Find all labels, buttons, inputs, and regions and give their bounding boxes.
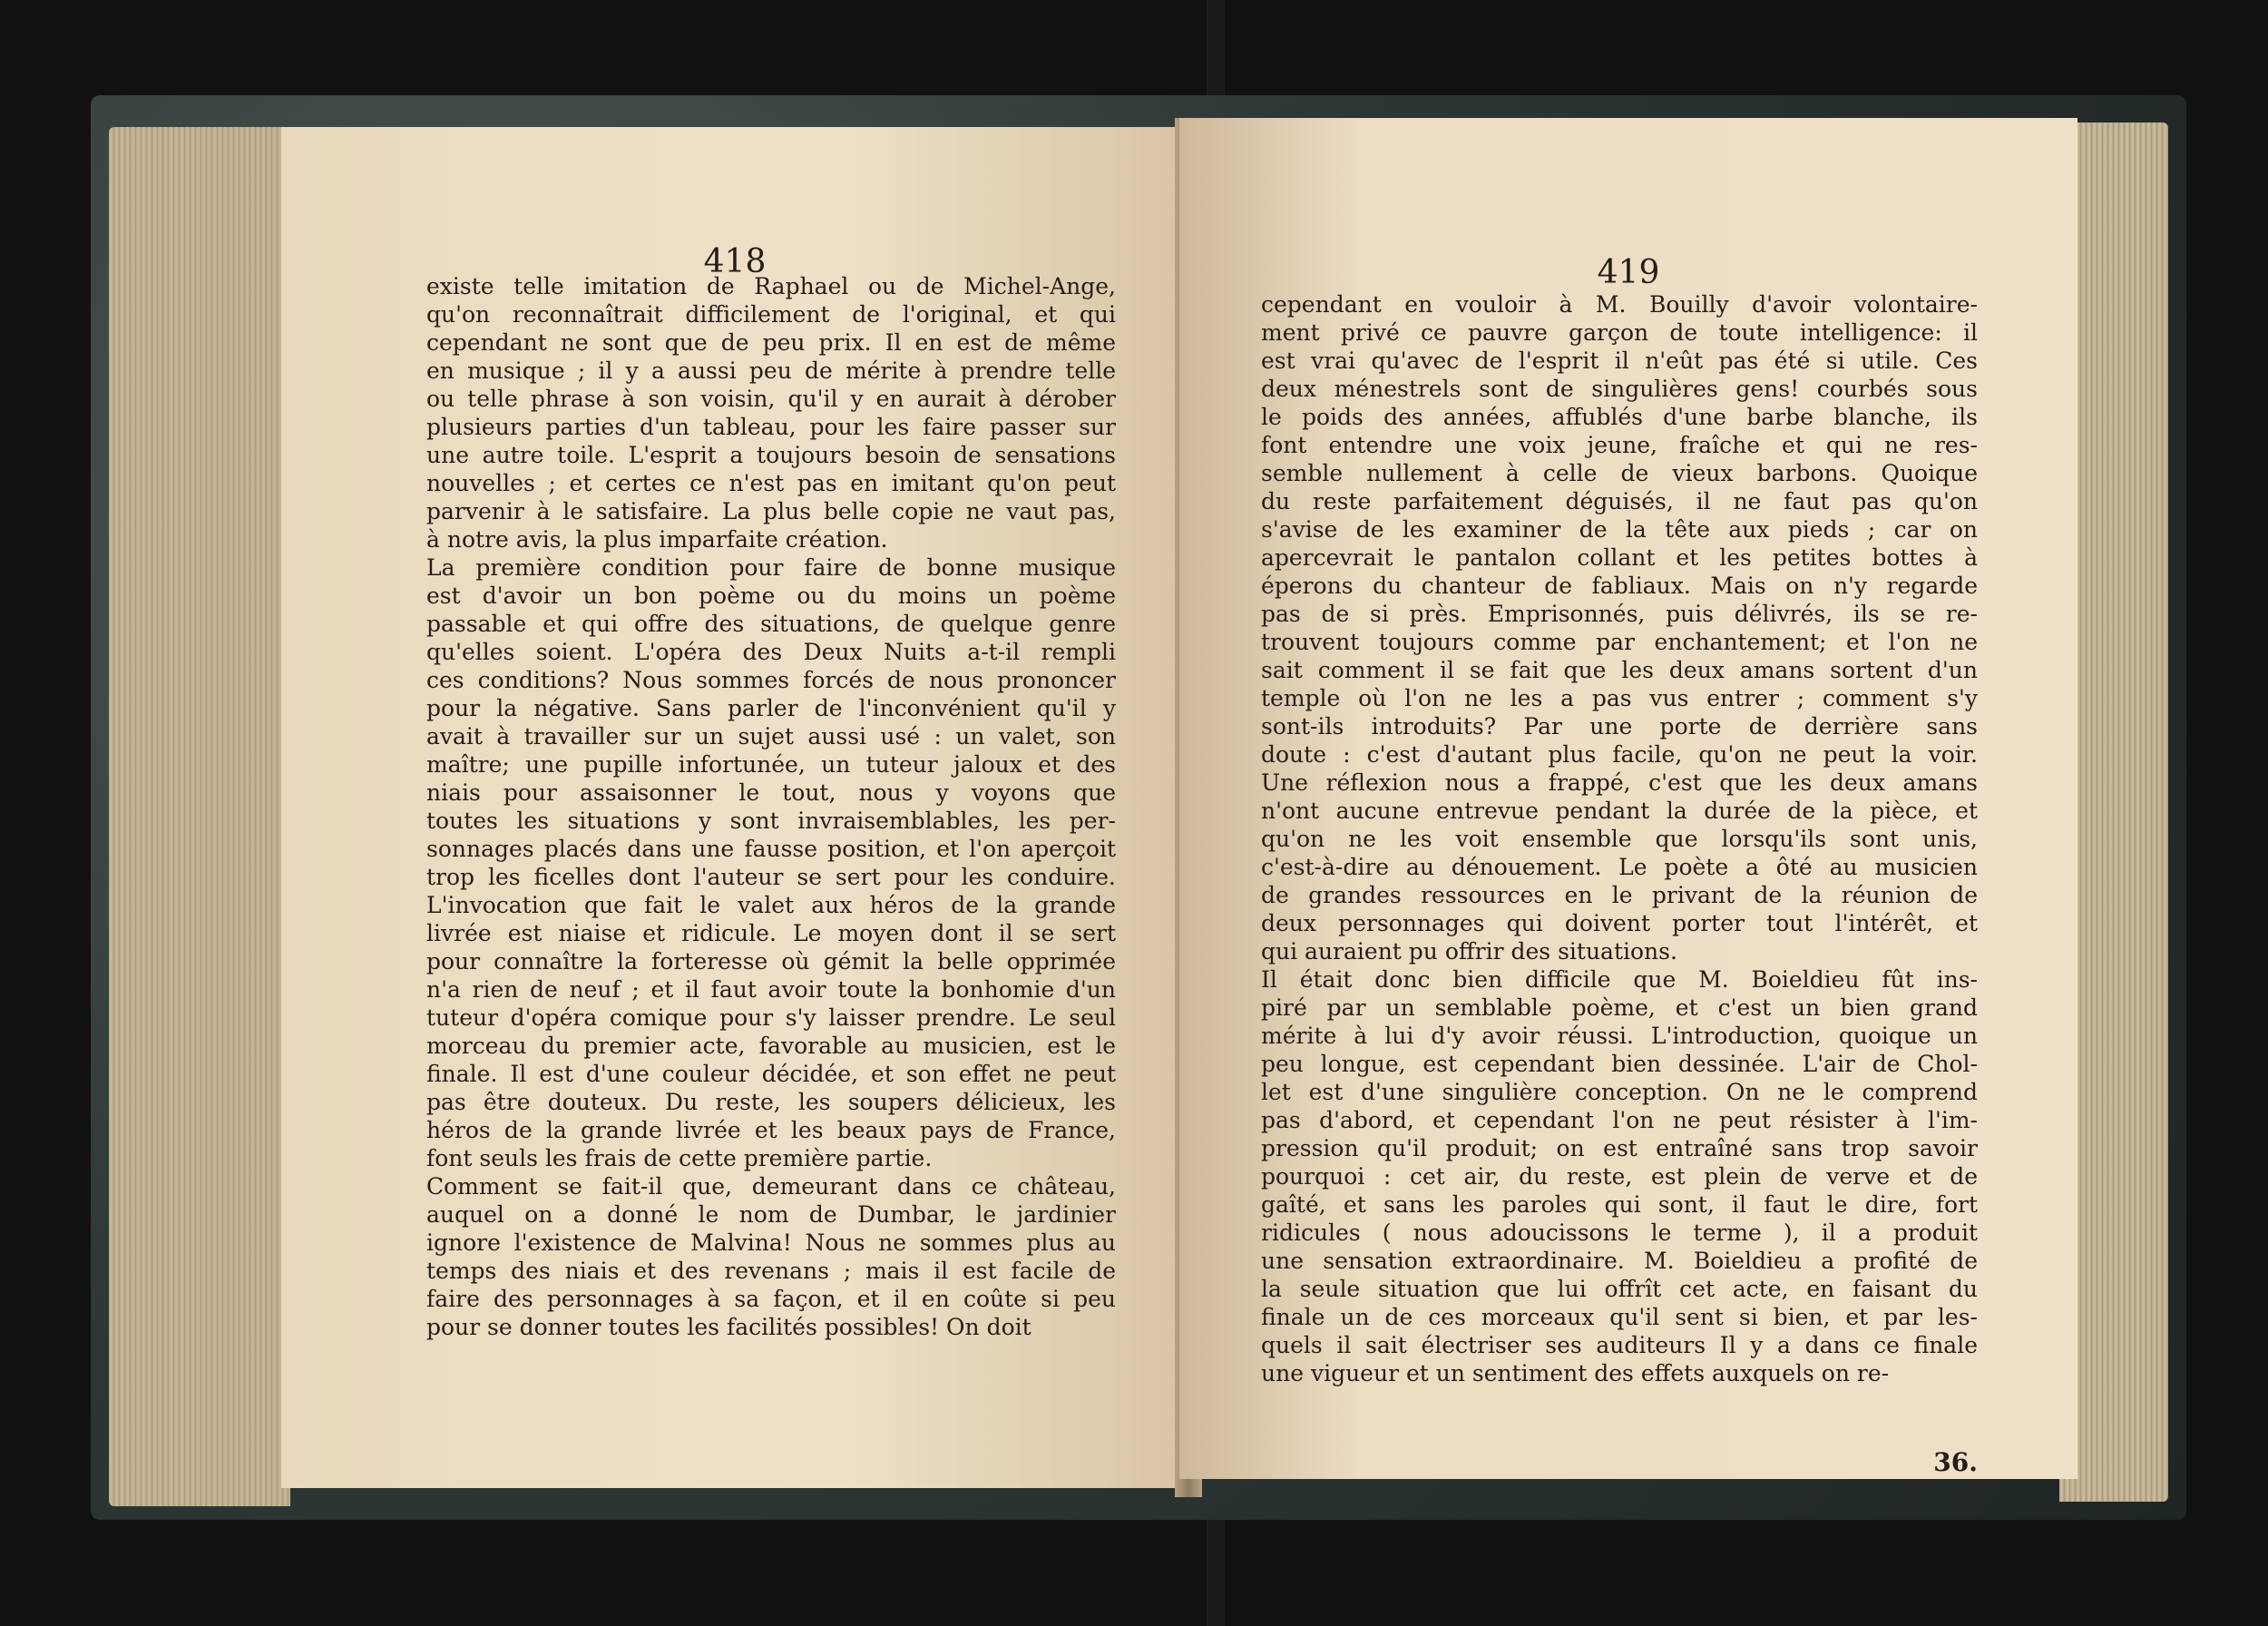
text-line: passable et qui offre des situations, de quelque genre (426, 611, 1116, 637)
text-line: trop les ficelles dont l'auteur se sert pour les conduire. (426, 864, 1116, 890)
text-line: niais pour assaisonner le tout, nous y voyons que (426, 779, 1116, 806)
text-line: cependant ne sont que de peu prix. Il en est de même (426, 329, 1116, 356)
text-line: ces conditions? Nous sommes forcés de nous prononcer (426, 667, 1116, 693)
text-line: du reste parfaitement déguisés, il ne faut pas qu'on (1261, 488, 1978, 514)
text-line: qu'elles soient. L'opéra des Deux Nuits a-t-il rempli (426, 639, 1116, 665)
text-line: pression qu'il produit; on est entraîné sans trop savoir (1261, 1135, 1978, 1161)
right-page-text (1261, 290, 1978, 1387)
text-line: parvenir à le satisfaire. La plus belle copie ne vaut pas, (426, 498, 1116, 524)
text-line: plusieurs parties d'un tableau, pour les faire passer sur (426, 414, 1116, 440)
text-line: temps des niais et des revenans ; mais il est facile de (426, 1258, 1116, 1284)
text-line: n'ont aucune entrevue pendant la durée de la pièce, et (1261, 798, 1978, 824)
text-line: ment privé ce pauvre garçon de toute intelligence: il (1261, 319, 1978, 346)
text-line: pour se donner toutes les facilités possibles! On doit (426, 1314, 1031, 1340)
text-line: tuteur d'opéra comique pour s'y laisser prendre. Le seul (426, 1004, 1116, 1031)
text-line: La première condition pour faire de bonne musique (426, 554, 1116, 581)
text-line: Une réflexion nous a frappé, c'est que les deux amans (1261, 769, 1978, 796)
text-line: trouvent toujours comme par enchantement; et l'on ne (1261, 629, 1978, 655)
text-line: à notre avis, la plus imparfaite création. (426, 526, 888, 553)
text-line: Il était donc bien difficile que M. Boieldieu fût ins- (1261, 966, 1978, 993)
text-line: une autre toile. L'esprit a toujours besoin de sensations (426, 442, 1116, 468)
text-line: en musique ; il y a aussi peu de mérite à prendre telle (426, 358, 1116, 384)
text-line: mérite à lui d'y avoir réussi. L'introduction, quoique un (1261, 1023, 1978, 1049)
text-line: morceau du premier acte, favorable au musicien, est le (426, 1033, 1116, 1059)
text-line: éperons du chanteur de fabliaux. Mais on n'y regarde (1261, 573, 1978, 599)
text-line: font entendre une voix jeune, fraîche et qui ne res- (1261, 432, 1978, 458)
text-line: let est d'une singulière conception. On ne le comprend (1261, 1079, 1978, 1105)
text-line: piré par un semblable poème, et c'est un bien grand (1261, 994, 1978, 1021)
text-line: c'est-à-dire au dénouement. Le poète a ôté au musicien (1261, 854, 1978, 880)
text-line: sont-ils introduits? Par une porte de derrière sans (1261, 713, 1978, 740)
text-line: une sensation extraordinaire. M. Boieldieu a profité de (1261, 1248, 1978, 1274)
text-line: héros de la grande livrée et les beaux pays de France, (426, 1117, 1116, 1143)
text-line: gaîté, et sans les paroles qui sont, il faut le dire, fort (1261, 1191, 1978, 1218)
text-line: toutes les situations y sont invraisemblables, les per- (426, 808, 1116, 834)
text-line: finale. Il est d'une couleur décidée, et son effet ne peut (426, 1061, 1116, 1087)
text-line: faire des personnages à sa façon, et il en coûte si peu (426, 1286, 1116, 1312)
text-line: cependant en vouloir à M. Bouilly d'avoir volontaire- (1261, 291, 1978, 318)
text-line: semble nullement à celle de vieux barbons. Quoique (1261, 460, 1978, 486)
left-page-edges (109, 127, 290, 1506)
text-line: doute : c'est d'autant plus facile, qu'on ne peut la voir. (1261, 741, 1978, 768)
text-line: quels il sait électriser ses auditeurs Il y a dans ce finale (1261, 1332, 1978, 1358)
text-line: peu longue, est cependant bien dessinée. L'air de Chol- (1261, 1051, 1978, 1077)
text-line: livrée est niaise et ridicule. Le moyen dont il se sert (426, 920, 1116, 946)
text-line: pas d'abord, et cependant l'on ne peut résister à l'im- (1261, 1107, 1978, 1133)
text-line: n'a rien de neuf ; et il faut avoir toute la bonhomie d'un (426, 976, 1116, 1003)
text-line: Comment se fait-il que, demeurant dans ce château, (426, 1173, 1116, 1200)
text-line: avait à travailler sur un sujet aussi usé : un valet, son (426, 723, 1116, 749)
text-line: apercevrait le pantalon collant et les petites bottes à (1261, 544, 1978, 571)
left-page (281, 127, 1188, 1488)
text-line: pour connaître la forteresse où gémit la belle opprimée (426, 948, 1116, 975)
text-line: deux personnages qui doivent porter tout l'intérêt, et (1261, 910, 1978, 936)
text-line: finale un de ces morceaux qu'il sent si bien, et par les- (1261, 1304, 1978, 1330)
text-line: maître; une pupille infortunée, un tuteur jaloux et des (426, 751, 1116, 778)
left-page-text (426, 272, 1116, 1341)
text-line: existe telle imitation de Raphael ou de Michel-Ange, (426, 273, 1116, 299)
text-line: deux ménestrels sont de singulières gens! courbés sous (1261, 376, 1978, 402)
right-page-number: 419 (1597, 254, 1660, 291)
text-line: qu'on reconnaîtrait difficilement de l'original, et qui (426, 301, 1116, 328)
text-line: ridicules ( nous adoucissons le terme ), il a produit (1261, 1220, 1978, 1246)
text-line: la seule situation que lui offrît cet acte, en faisant du (1261, 1276, 1978, 1302)
text-line: le poids des années, affublés d'une barbe blanche, ils (1261, 404, 1978, 430)
text-line: pas être douteux. Du reste, les soupers délicieux, les (426, 1089, 1116, 1115)
text-line: temple où l'on ne les a pas vus entrer ; comment s'y (1261, 685, 1978, 711)
signature-mark: 36. (1933, 1447, 1978, 1477)
text-line: nouvelles ; et certes ce n'est pas en imitant qu'on peut (426, 470, 1116, 496)
left-page-number: 418 (703, 243, 767, 280)
text-line: est d'avoir un bon poème ou du moins un poème (426, 583, 1116, 609)
text-line: est vrai qu'avec de l'esprit il n'eût pas été si utile. Ces (1261, 348, 1978, 374)
text-line: L'invocation que fait le valet aux héros de la grande (426, 892, 1116, 918)
text-line: pourquoi : cet air, du reste, est plein de verve et de (1261, 1163, 1978, 1190)
text-line: qu'on ne les voit ensemble que lorsqu'ils sont unis, (1261, 826, 1978, 852)
text-line: font seuls les frais de cette première partie. (426, 1145, 933, 1171)
text-line: une vigueur et un sentiment des effets auxquels on re- (1261, 1360, 1890, 1386)
text-line: qui auraient pu offrir des situations. (1261, 938, 1677, 965)
right-page (1179, 118, 2077, 1479)
text-line: sonnages placés dans une fausse position, et l'on aperçoit (426, 836, 1116, 862)
text-line: sait comment il se fait que les deux amans sortent d'un (1261, 657, 1978, 683)
text-line: ou telle phrase à son voisin, qu'il y en aurait à dérober (426, 386, 1116, 412)
text-line: s'avise de les examiner de la tête aux pieds ; car on (1261, 516, 1978, 543)
text-line: pour la négative. Sans parler de l'inconvénient qu'il y (426, 695, 1116, 721)
text-line: auquel on a donné le nom de Dumbar, le jardinier (426, 1201, 1116, 1228)
text-line: de grandes ressources en le privant de la réunion de (1261, 882, 1978, 908)
text-line: ignore l'existence de Malvina! Nous ne sommes plus au (426, 1229, 1116, 1256)
text-line: pas de si près. Emprisonnés, puis délivrés, ils se re- (1261, 601, 1978, 627)
